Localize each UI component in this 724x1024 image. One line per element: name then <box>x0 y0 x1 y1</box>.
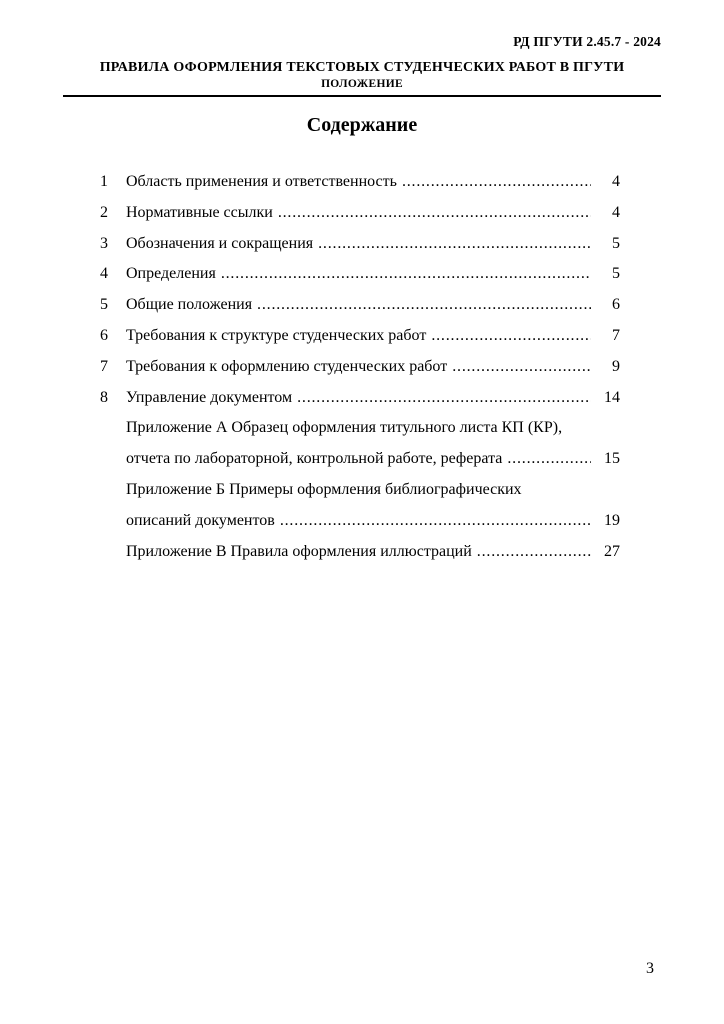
toc-entry-number: 3 <box>100 234 108 252</box>
toc-entry-label: Определения <box>126 265 216 283</box>
toc-leader-dots <box>507 444 591 475</box>
header-rule <box>63 95 661 97</box>
toc-entry-number: 6 <box>100 326 108 344</box>
toc-leader-dots <box>452 352 591 383</box>
toc-entry-page: 15 <box>604 450 620 468</box>
toc-entry-page: 4 <box>612 203 620 221</box>
toc-entry-number: 1 <box>100 173 108 190</box>
toc-entry-number: 4 <box>100 265 108 283</box>
toc-entry-label: отчета по лабораторной, контрольной работе, реферата <box>126 450 503 468</box>
toc-entry <box>100 290 620 321</box>
toc-entry-number: 5 <box>100 296 108 314</box>
toc-entry <box>100 352 620 383</box>
toc-entry-label: Нормативные ссылки <box>126 203 273 221</box>
toc-entry-label: Область применения и ответственность <box>126 173 397 190</box>
toc-entry <box>100 198 620 229</box>
toc-entry-appendix-a-line2 <box>100 444 620 475</box>
toc-list <box>100 167 620 567</box>
toc-entry-number: 2 <box>100 203 108 221</box>
toc-entry-page: 9 <box>612 357 620 375</box>
toc-entry-appendix-a-line1 <box>100 413 620 444</box>
toc-entry-label: Требования к структуре студенческих работ <box>126 326 427 344</box>
toc-entry <box>100 259 620 290</box>
toc-entry-label: Управление документом <box>126 388 293 406</box>
toc-entry-label: Приложение Б Примеры оформления библиографических <box>126 480 522 498</box>
toc-entry-page: 27 <box>604 542 620 560</box>
toc-leader-dots <box>318 229 591 260</box>
toc-leader-dots <box>477 537 591 568</box>
toc-entry-appendix-b-line2 <box>100 506 620 537</box>
toc-leader-dots <box>280 506 591 537</box>
toc-heading: Содержание <box>306 114 418 136</box>
toc-entry-label: описаний документов <box>126 511 275 529</box>
toc-entry-number: 8 <box>100 388 108 406</box>
toc-entry <box>100 321 620 352</box>
toc-leader-dots <box>402 167 591 198</box>
toc-entry-number: 7 <box>100 357 108 375</box>
toc-entry-page: 5 <box>612 265 620 283</box>
toc-entry-page: 5 <box>612 234 620 252</box>
page-number: 3 <box>646 960 654 977</box>
toc-entry-label: Общие положения <box>126 296 253 314</box>
toc-leader-dots <box>278 198 591 229</box>
toc-leader-dots <box>297 383 591 414</box>
toc-entry-page: 7 <box>612 326 620 344</box>
toc-entry-page: 6 <box>612 296 620 314</box>
toc-entry-label: Приложение А Образец оформления титульного листа КП (КР), <box>126 419 563 437</box>
toc-leader-dots <box>257 290 591 321</box>
toc-entry <box>100 167 620 198</box>
toc-leader-dots <box>431 321 591 352</box>
toc-entry-label: Приложение В Правила оформления иллюстраций <box>126 542 472 560</box>
toc-entry-label: Требования к оформлению студенческих работ <box>126 357 448 375</box>
toc-leader-dots <box>221 259 591 290</box>
toc-entry-appendix-b-line1 <box>100 475 620 506</box>
toc-entry-label: Обозначения и сокращения <box>126 234 314 252</box>
toc-entry-page: 14 <box>604 388 620 406</box>
toc-entry-appendix-v <box>100 537 620 568</box>
toc-entry <box>100 229 620 260</box>
doc-code: РД ПГУТИ 2.45.7 - 2024 <box>513 34 661 49</box>
toc-entry-page: 19 <box>604 511 620 529</box>
toc-entry <box>100 383 620 414</box>
doc-title: ПРАВИЛА ОФОРМЛЕНИЯ ТЕКСТОВЫХ СТУДЕНЧЕСКИХ РАБОТ В ПГУТИ <box>99 60 625 75</box>
toc-entry-page: 4 <box>612 173 620 190</box>
doc-subtitle: ПОЛОЖЕНИЕ <box>321 78 403 90</box>
